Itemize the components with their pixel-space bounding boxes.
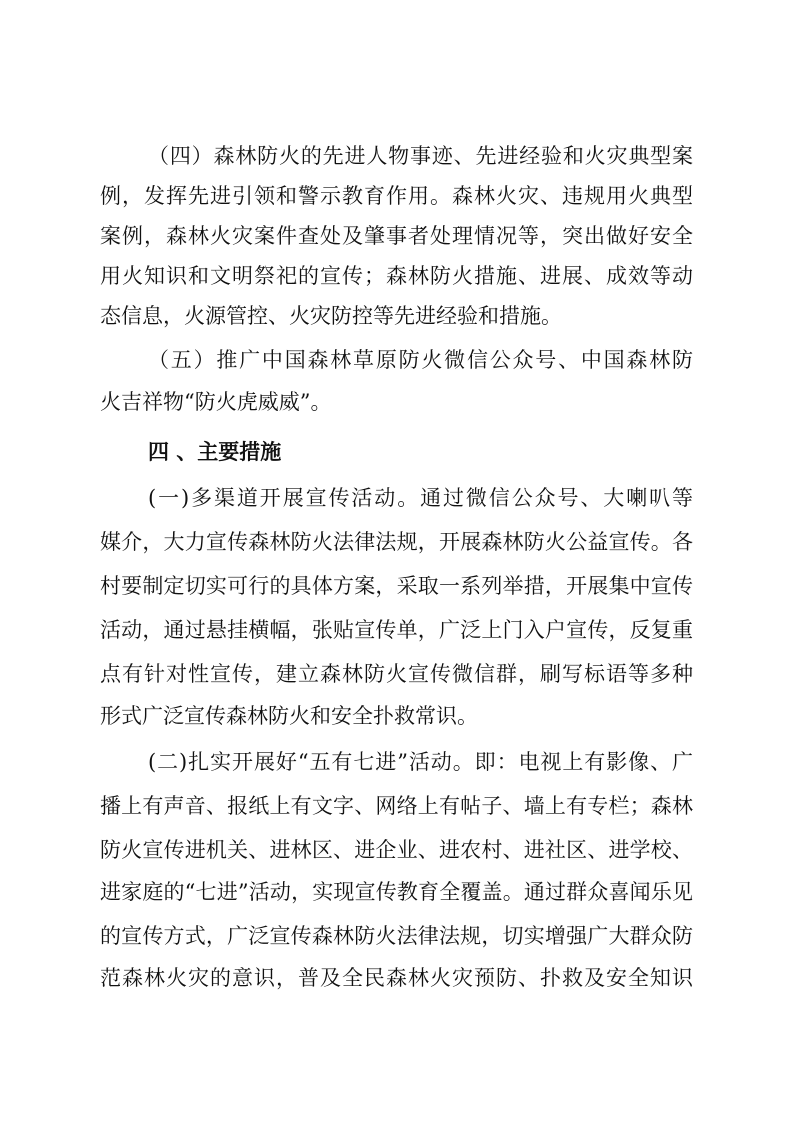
- para4-line-1: （四）森林防火的先进人物事迹、先进经验和火灾典型案: [148, 144, 693, 168]
- para4-line-5: 态信息，火源管控、火灾防控等先进经验和措施。: [100, 304, 562, 328]
- measure2-line-5: 的宣传方式，广泛宣传森林防火法律法规，切实增强广大群众防: [100, 924, 693, 948]
- measure2-line-3: 防火宣传进机关、进林区、进企业、进农村、进社区、进学校、: [100, 838, 693, 862]
- measure2-line-4: 进家庭的“七进”活动，实现宣传教育全覆盖。通过群众喜闻乐见: [100, 880, 693, 904]
- measure1-line-3: 村要制定切实可行的具体方案，采取一系列举措，开展集中宣传: [100, 574, 693, 598]
- measure1-line-5: 点有针对性宣传，建立森林防火宣传微信群，刷写标语等多种: [100, 662, 693, 686]
- measure1-line-1: (一)多渠道开展宣传活动。通过微信公众号、大喇叭等: [148, 486, 693, 510]
- measure1-line-4: 活动，通过悬挂横幅，张贴宣传单，广泛上门入户宣传，反复重: [100, 618, 693, 642]
- para4-line-3: 案例，森林火灾案件查处及肇事者处理情况等，突出做好安全: [100, 224, 693, 248]
- para5-line-2: 火吉祥物“防火虎威威”。: [100, 390, 332, 414]
- section-heading: 四 、主要措施: [148, 440, 282, 464]
- measure1-line-6: 形式广泛宣传森林防火和安全扑救常识。: [100, 704, 478, 728]
- para4-line-2: 例，发挥先进引领和警示教育作用。森林火灾、违规用火典型: [100, 184, 693, 208]
- measure2-line-1: (二)扎实开展好“五有七进”活动。即：电视上有影像、广: [148, 750, 693, 774]
- measure2-line-6: 范森林火灾的意识，普及全民森林火灾预防、扑救及安全知识: [100, 966, 693, 990]
- para4-line-4: 用火知识和文明祭祀的宣传；森林防火措施、进展、成效等动: [100, 264, 693, 288]
- measure2-line-2: 播上有声音、报纸上有文字、网络上有帖子、墙上有专栏；森林: [100, 794, 693, 818]
- para5-line-1: （五）推广中国森林草原防火微信公众号、中国森林防: [148, 348, 693, 372]
- measure1-line-2: 媒介，大力宣传森林防火法律法规，开展森林防火公益宣传。各: [100, 530, 693, 554]
